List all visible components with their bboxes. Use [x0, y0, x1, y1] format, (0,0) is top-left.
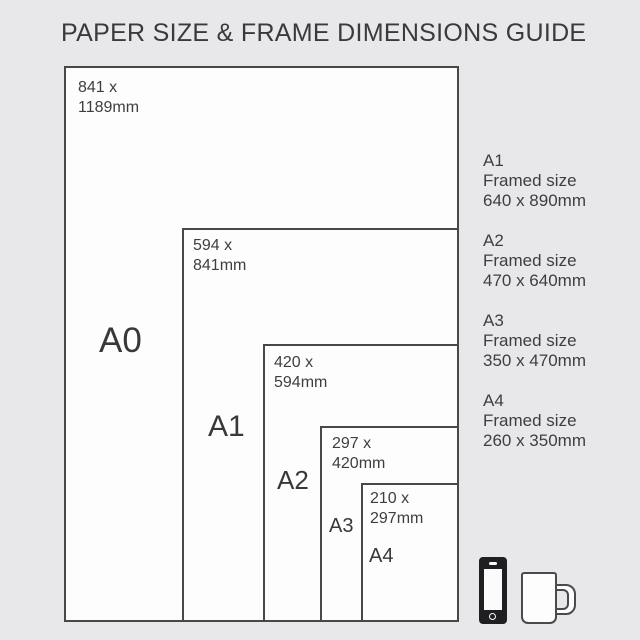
paper-label-a4: A4: [369, 545, 394, 567]
paper-dims-a2: [274, 353, 327, 393]
framed-size-label: A1: [483, 151, 504, 170]
paper-dims-a2-line2: 594mm: [274, 374, 328, 391]
paper-dims-a1-line1: 594 x: [193, 237, 233, 254]
paper-label-a2: A2: [277, 465, 309, 495]
framed-size-caption: Framed size: [483, 331, 577, 350]
paper-label-a1: A1: [208, 410, 245, 443]
framed-size-label: A3: [483, 311, 504, 330]
paper-dims-a4-line1: 210 x: [370, 490, 410, 507]
framed-size-caption: Framed size: [483, 171, 577, 190]
paper-dims-a3-line1: 297 x: [332, 435, 372, 452]
mug-icon: [521, 572, 557, 624]
framed-size-label: A4: [483, 391, 504, 410]
phone-screen: [484, 569, 502, 610]
framed-size-dimensions: 260 x 350mm: [483, 431, 586, 450]
framed-size-caption: Framed size: [483, 411, 577, 430]
paper-dims-a0: [78, 78, 139, 118]
framed-size-dimensions: 470 x 640mm: [483, 271, 586, 290]
paper-rect-a4: [361, 483, 459, 622]
framed-size-dimensions: 350 x 470mm: [483, 351, 586, 370]
framed-size-label: A2: [483, 231, 504, 250]
paper-dims-a1: [193, 236, 246, 276]
framed-size-dimensions: 640 x 890mm: [483, 191, 586, 210]
page-title: PAPER SIZE & FRAME DIMENSIONS GUIDE: [61, 19, 587, 47]
paper-label-a0: A0: [99, 321, 142, 360]
framed-size-caption: Framed size: [483, 251, 577, 270]
framed-size-block-a1: [483, 151, 586, 211]
paper-dims-a3: [332, 434, 385, 474]
paper-dims-a4-line2: 297mm: [370, 510, 424, 527]
paper-dims-a3-line2: 420mm: [332, 455, 386, 472]
paper-dims-a1-line2: 841mm: [193, 257, 247, 274]
framed-size-block-a3: [483, 311, 586, 371]
paper-dims-a4: [370, 489, 423, 529]
paper-dims-a0-line2: 1189mm: [78, 99, 140, 116]
phone-home-button: [489, 613, 496, 620]
paper-label-a3: A3: [329, 515, 354, 537]
phone-speaker: [489, 562, 497, 565]
smartphone-icon: [479, 557, 507, 624]
paper-dims-a2-line1: 420 x: [274, 354, 314, 371]
framed-size-block-a4: [483, 391, 586, 451]
framed-size-block-a2: [483, 231, 586, 291]
paper-dims-a0-line1: 841 x: [78, 79, 118, 96]
framed-size-list: [483, 151, 586, 471]
